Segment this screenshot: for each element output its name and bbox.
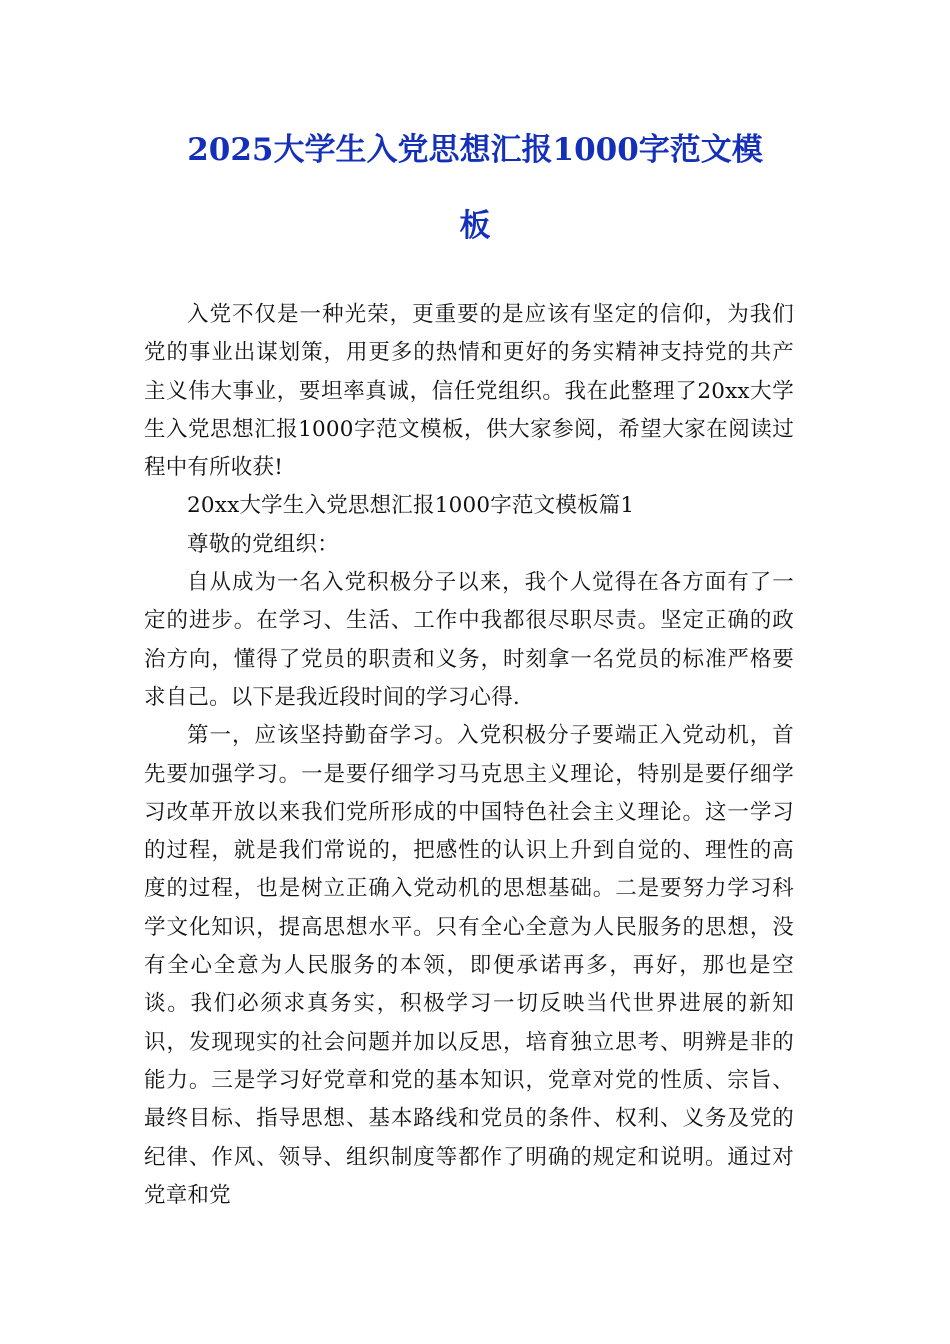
intro-paragraph: 入党不仅是一种光荣，更重要的是应该有坚定的信仰，为我们党的事业出谋划策，用更多的热情和更好的务实精神支持党的共产主义伟大事业，要坦率真诚，信任党组织。我在此整理了20xx大学生入党思想汇报1000字范文模板，供大家参阅，希望大家在阅读过程中有所收获! xyxy=(144,302,794,481)
document-title-line-2: 板 xyxy=(459,208,491,244)
document-title-line-1: 2025大学生入党思想汇报1000字范文模 xyxy=(187,132,763,168)
body-paragraph-2: 第一，应该坚持勤奋学习。入党积极分子要端正入党动机，首先要加强学习。一是要仔细学习马克思主义理论，特别是要仔细学习改革开放以来我们党所形成的中国特色社会主义理论。这一学习的过程，就是我们常说的，把感性的认识上升到自觉的、理性的高度的过程，也是树立正确入党动机的思想基础。二是要努力学习科学文化知识，提高思想水平。只有全心全意为人民服务的思想，没有全心全意为人民服务的本领，即便承诺再多，再好，那也是空谈。我们必须求真务实，积极学习一切反映当代世界进展的新知识，发现现实的社会问题并加以反思，培育独立思考、明辨是非的能力。三是学习好党章和党的基本知识，党章对党的性质、宗旨、最终目标、指导思想、基本路线和党员的条件、权利、义务及党的纪律、作风、领导、组织制度等都作了明确的规定和说明。通过对党章和党 xyxy=(144,723,794,1208)
section-heading: 20xx大学生入党思想汇报1000字范文模板篇1 xyxy=(187,493,635,519)
body-paragraph-1: 自从成为一名入党积极分子以来，我个人觉得在各方面有了一定的进步。在学习、生活、工作中我都很尽职尽责。坚定正确的政治方向，懂得了党员的职责和义务，时刻拿一名党员的标准严格要求自己。以下是我近段时间的学习心得. xyxy=(144,570,794,710)
document-body xyxy=(144,296,794,1215)
salutation: 尊敬的党组织： xyxy=(187,531,339,557)
